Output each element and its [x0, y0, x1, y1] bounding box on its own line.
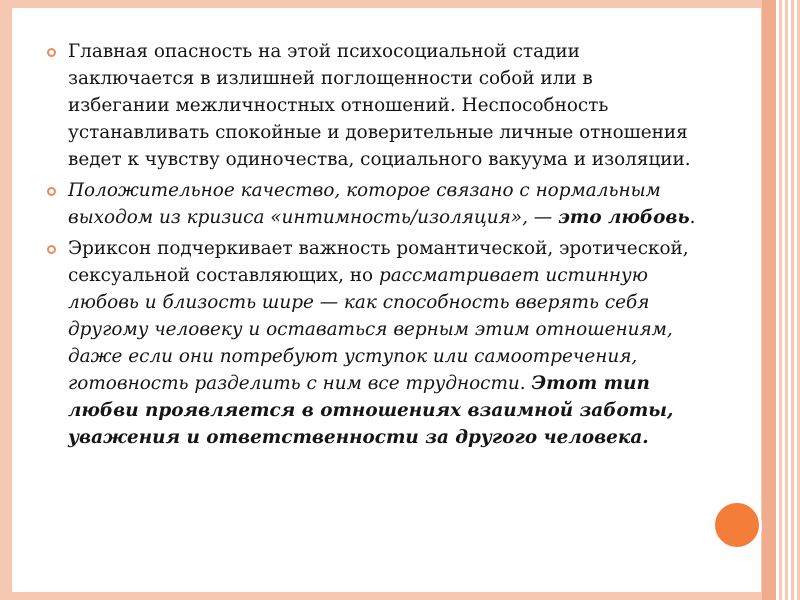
circle-bullet-icon — [47, 187, 56, 196]
bullet-item-love — [46, 177, 696, 231]
bullet-text-italic: Положительное качество, которое связано с нормальным выходом из кризиса «интимность/изоляция», — — [68, 180, 661, 228]
frame-top-border — [0, 0, 800, 8]
bullet-text: Главная опасность на этой психосоциальной стадии заключается в излишней поглощенности собой или в избегании межличностных отношений. Неспособность устанавливать спокойные и доверительные личные отношения ведет к чувству одиночества, социального вакуума и изоляции. — [68, 41, 691, 170]
bullet-text: Эриксон подчеркивает важность романтической, эротической, сексуальной составляющих, но — [68, 238, 689, 286]
bullet-item-danger — [46, 38, 696, 173]
frame-bottom-border — [0, 592, 800, 600]
bullet-text: . — [689, 207, 696, 228]
circle-bullet-icon — [47, 48, 56, 57]
bullet-text-bold-italic: Этот тип любви проявляется в отношениях взаимной заботы, уважения и ответственности за другого человека. — [68, 373, 674, 448]
slide-content — [46, 38, 696, 568]
bullet-text-italic: рассматривает истинную любовь и близость шире — как способность вверять себя другому человеку и оставаться верным этим отношениям, даже если они потребуют уступок или самоотречения, готовность разделить с ним все трудности. — [68, 265, 673, 394]
decorative-circle — [712, 500, 762, 550]
circle-bullet-icon — [47, 245, 56, 254]
bullet-item-erikson — [46, 235, 696, 451]
decorative-stripe-accent — [762, 0, 776, 600]
frame-left-border — [0, 0, 12, 600]
bullet-list — [46, 38, 696, 451]
bullet-text-bold-italic: это любовь — [558, 207, 690, 228]
